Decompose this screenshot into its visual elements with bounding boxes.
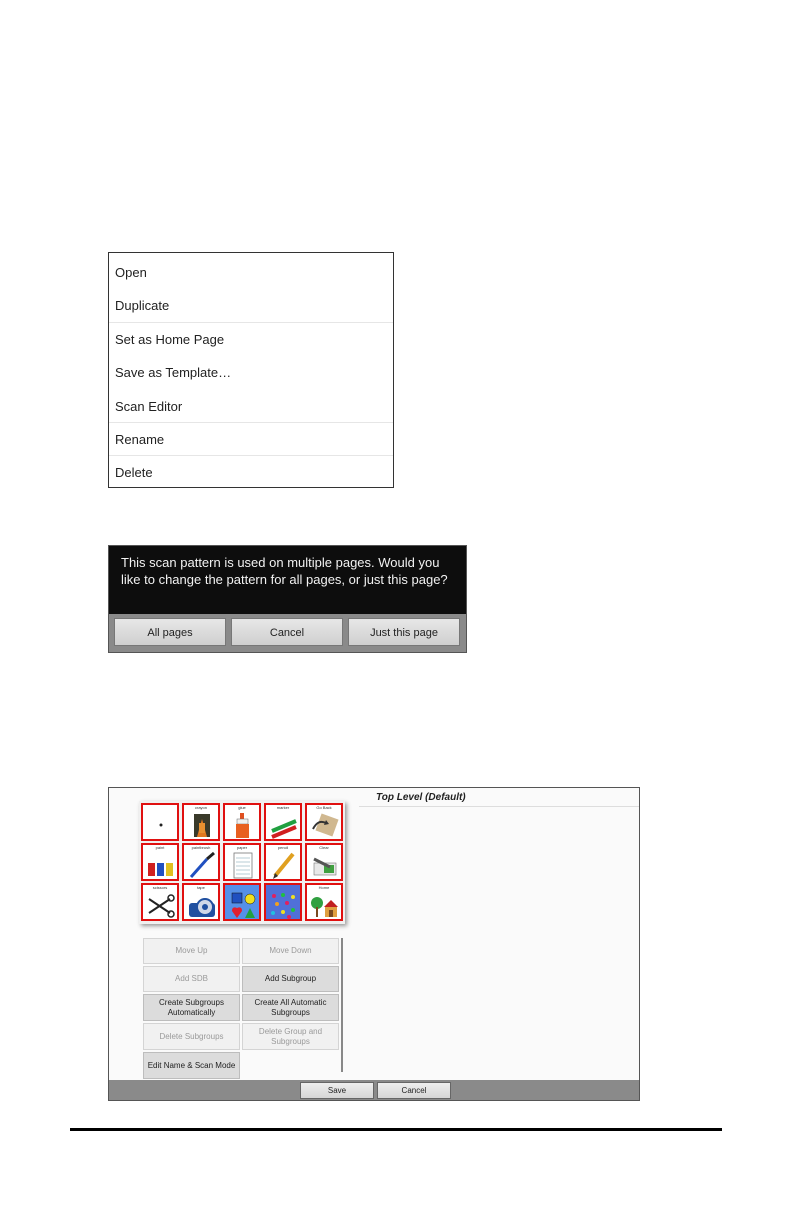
cell-label: marker bbox=[276, 805, 290, 810]
dots-icon bbox=[269, 891, 299, 919]
add-subgroup-button[interactable]: Add Subgroup bbox=[242, 966, 339, 992]
grid-cell[interactable] bbox=[182, 843, 220, 881]
move-down-button[interactable]: Move Down bbox=[242, 938, 339, 964]
cell-label: Go Back bbox=[316, 805, 332, 810]
shapes-icon bbox=[228, 891, 258, 919]
cell-label: tape bbox=[197, 885, 205, 890]
cell-label: paper bbox=[236, 845, 248, 850]
all-pages-button[interactable]: All pages bbox=[114, 618, 226, 646]
grid-cell[interactable] bbox=[264, 843, 302, 881]
clear-icon bbox=[310, 851, 340, 879]
cell-label: crayon bbox=[194, 805, 207, 810]
add-sdb-button[interactable]: Add SDB bbox=[143, 966, 240, 992]
scan-group-controls bbox=[143, 938, 343, 1078]
menu-item-rename[interactable]: Rename bbox=[115, 432, 165, 447]
menu-item-save-as-template[interactable]: Save as Template… bbox=[115, 365, 232, 380]
editor-action-bar bbox=[109, 1080, 640, 1101]
cancel-button[interactable]: Cancel bbox=[231, 618, 343, 646]
menu-item-scan-editor[interactable]: Scan Editor bbox=[115, 399, 183, 414]
grid-cell[interactable] bbox=[141, 883, 179, 921]
move-up-button[interactable]: Move Up bbox=[143, 938, 240, 964]
menu-item-set-home-page[interactable]: Set as Home Page bbox=[115, 332, 225, 347]
title-divider bbox=[359, 806, 639, 807]
grid-cell[interactable] bbox=[305, 883, 343, 921]
glue-icon bbox=[228, 811, 258, 839]
cell-label: scissors bbox=[152, 885, 168, 890]
grid-cell[interactable] bbox=[182, 883, 220, 921]
grid-cell[interactable] bbox=[305, 803, 343, 841]
dialog-button-bar bbox=[109, 614, 466, 652]
grid-cell[interactable] bbox=[264, 803, 302, 841]
home-icon bbox=[310, 891, 340, 919]
save-button[interactable]: Save bbox=[300, 1082, 374, 1099]
menu-item-duplicate[interactable]: Duplicate bbox=[115, 298, 170, 313]
tape-icon bbox=[187, 891, 217, 919]
grid-cell[interactable] bbox=[182, 803, 220, 841]
create-all-automatic-subgroups-button[interactable]: Create All Automatic Subgroups bbox=[242, 994, 339, 1021]
edit-name-scan-mode-button[interactable]: Edit Name & Scan Mode bbox=[143, 1052, 240, 1079]
cell-label: paintbrush bbox=[191, 845, 211, 850]
menu-item-open[interactable]: Open bbox=[115, 265, 147, 280]
grid-cell[interactable] bbox=[223, 803, 261, 841]
cell-label: Clear bbox=[319, 845, 329, 850]
pencil-icon bbox=[269, 851, 299, 879]
paint-icon bbox=[146, 851, 176, 879]
create-subgroups-automatically-button[interactable]: Create Subgroups Automatically bbox=[143, 994, 240, 1021]
dialog-message: This scan pattern is used on multiple pages. Would you like to change the pattern for all pages, or just this page? bbox=[121, 555, 448, 587]
crayon-icon bbox=[187, 811, 217, 839]
grid-cell[interactable] bbox=[223, 883, 261, 921]
scan-editor bbox=[108, 787, 640, 1101]
grid-cell[interactable] bbox=[305, 843, 343, 881]
editor-cancel-button[interactable]: Cancel bbox=[377, 1082, 451, 1099]
grid-cell[interactable] bbox=[264, 883, 302, 921]
just-this-page-button[interactable]: Just this page bbox=[348, 618, 460, 646]
grid-cell[interactable] bbox=[141, 843, 179, 881]
menu-item-delete[interactable]: Delete bbox=[115, 465, 153, 480]
paper-icon bbox=[228, 851, 258, 879]
cell-label: Home bbox=[318, 885, 330, 890]
cell-label: paint bbox=[155, 845, 165, 850]
cell-label: pencil bbox=[277, 845, 289, 850]
button-grid bbox=[139, 801, 345, 924]
footer-rule bbox=[70, 1128, 722, 1131]
cell-label: glue bbox=[238, 805, 246, 810]
delete-group-and-subgroups-button[interactable]: Delete Group and Subgroups bbox=[242, 1023, 339, 1050]
dot-icon bbox=[146, 811, 176, 839]
delete-subgroups-button[interactable]: Delete Subgroups bbox=[143, 1023, 240, 1050]
scan-pattern-dialog bbox=[108, 545, 467, 653]
group-title: Top Level (Default) bbox=[376, 792, 466, 803]
scissors-icon bbox=[146, 891, 176, 919]
panel-scrollbar[interactable] bbox=[341, 938, 343, 1072]
grid-cell[interactable] bbox=[141, 803, 179, 841]
grid-cell[interactable] bbox=[223, 843, 261, 881]
paintbrush-icon bbox=[187, 851, 217, 879]
marker-icon bbox=[269, 811, 299, 839]
go-back-icon bbox=[310, 811, 340, 839]
context-menu bbox=[108, 252, 394, 488]
